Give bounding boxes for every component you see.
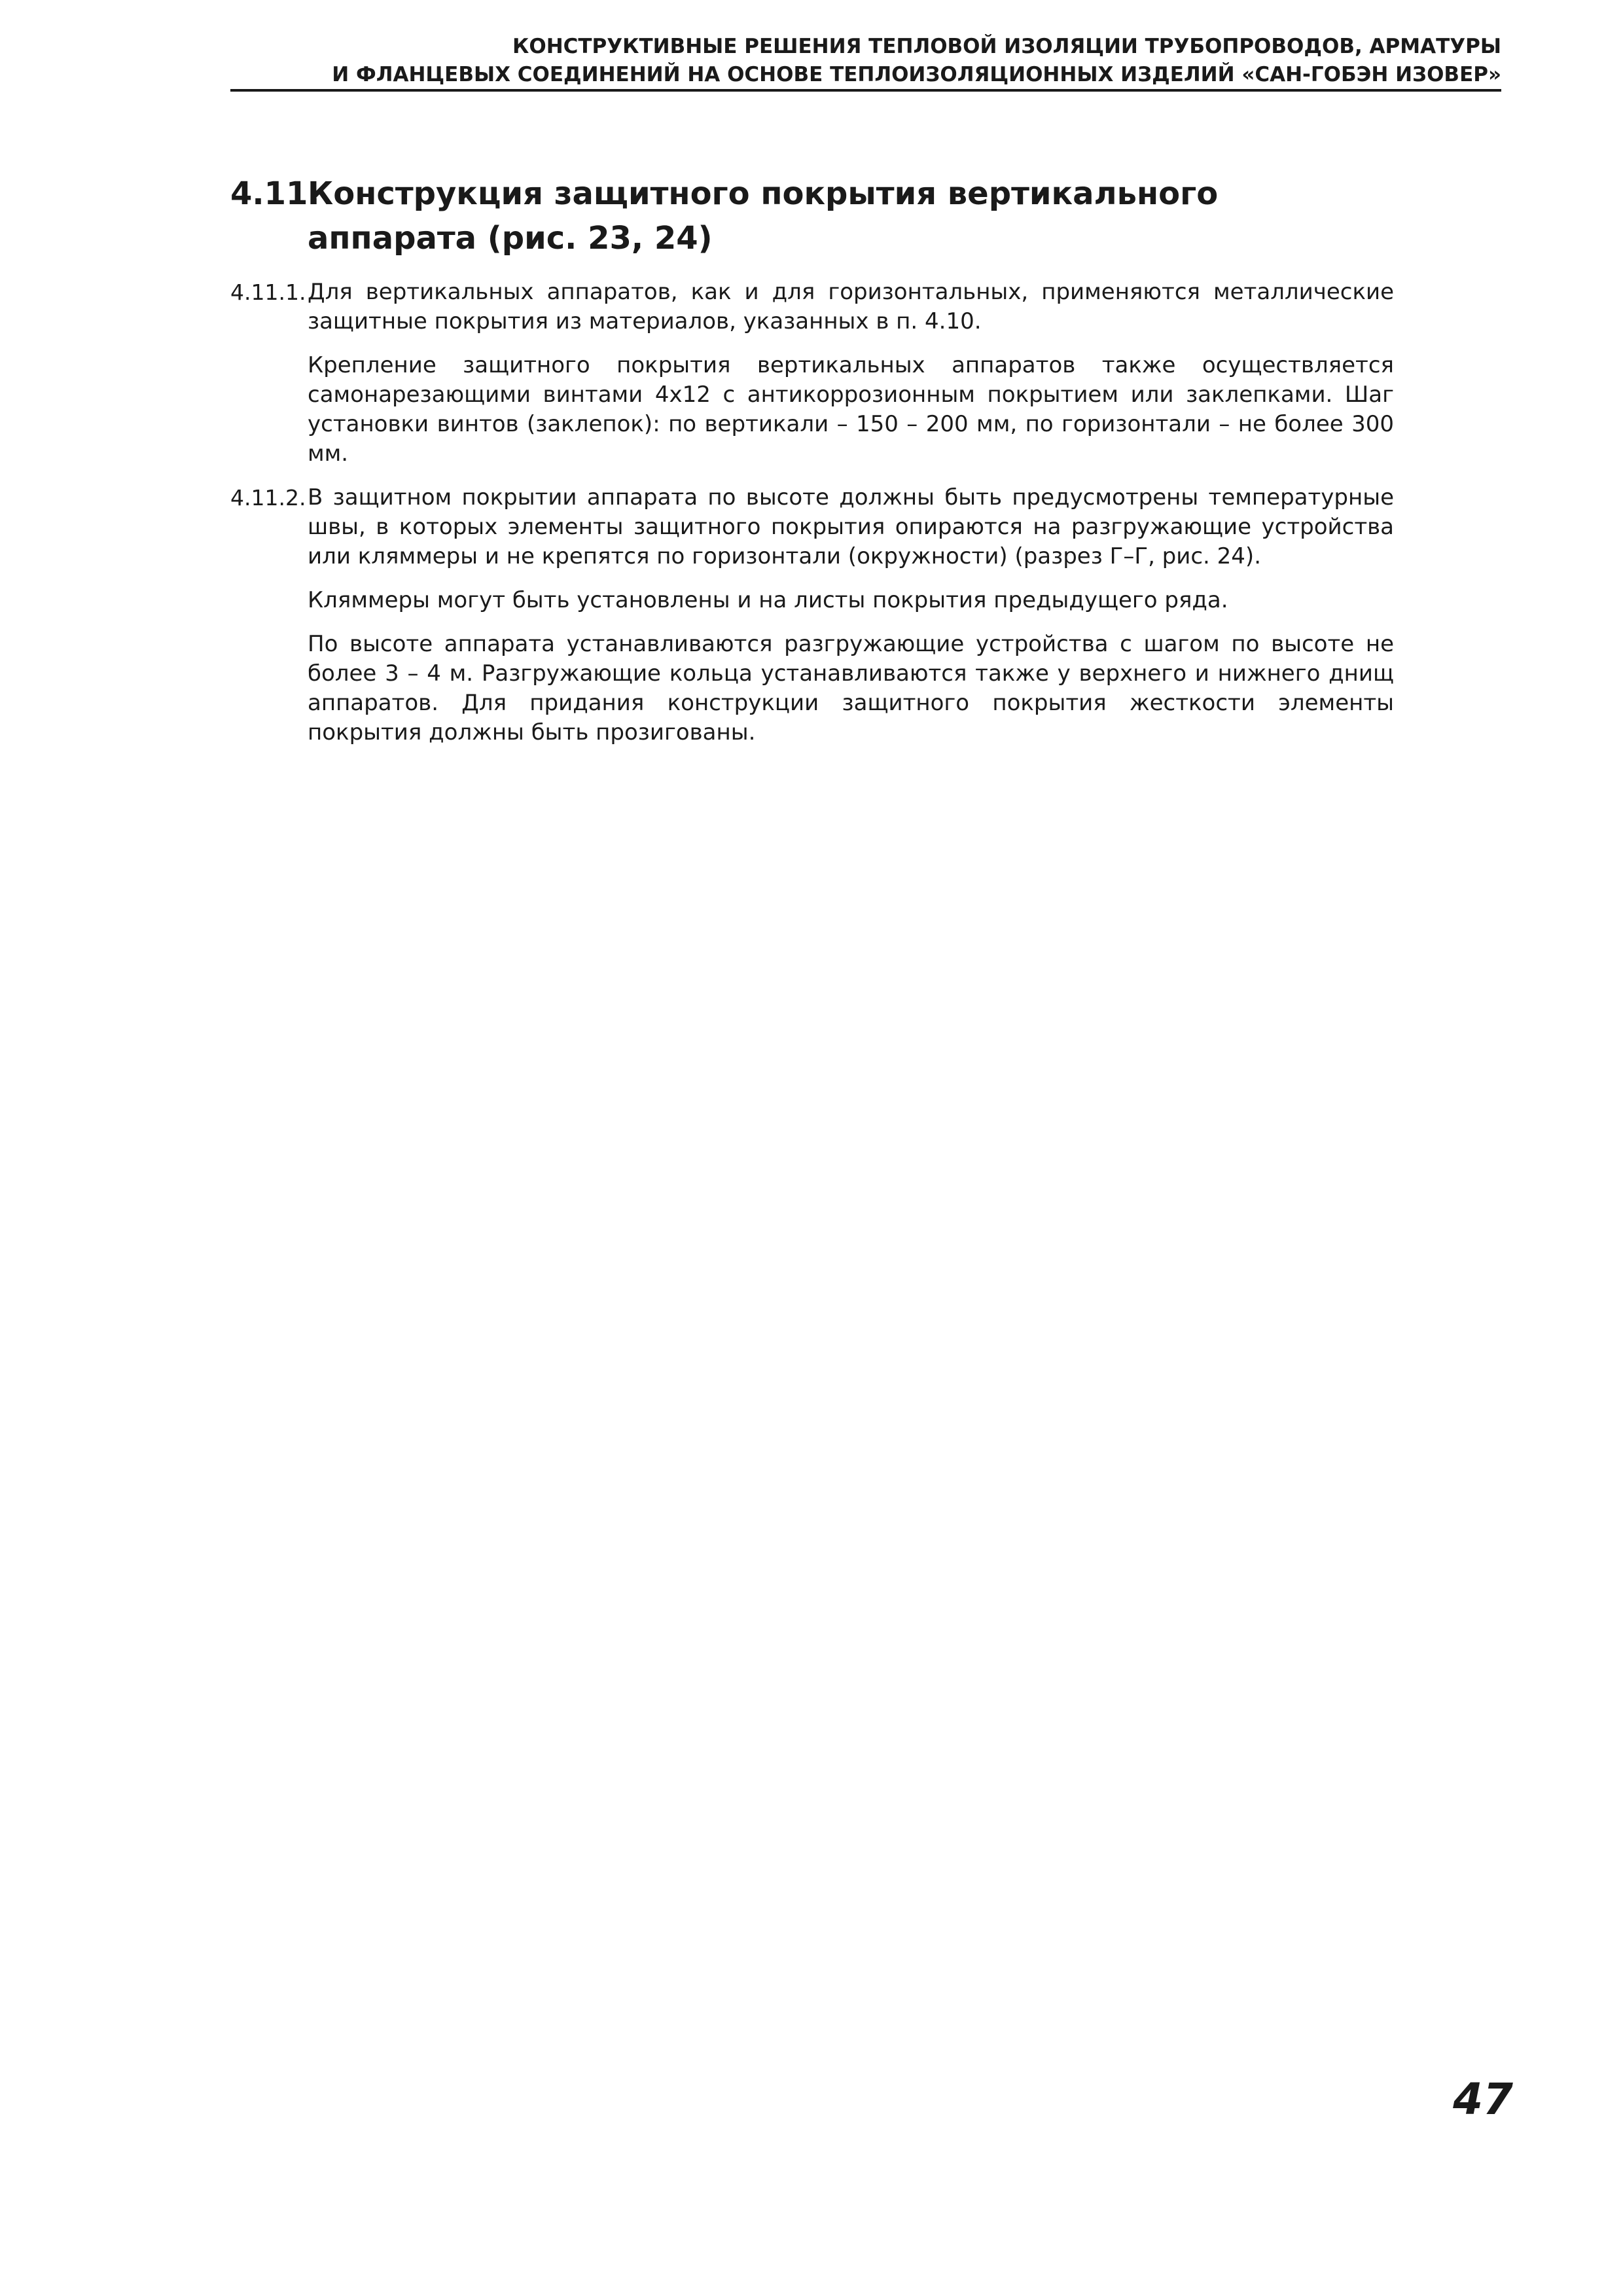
section-body (230, 278, 1394, 762)
clause-4-11-1 (230, 278, 1394, 469)
clause-number: 4.11.2. (230, 485, 306, 511)
header-divider (230, 89, 1501, 92)
running-header (230, 33, 1501, 89)
section-number: 4.11. (230, 175, 320, 212)
running-header-line-2: И ФЛАНЦЕВЫХ СОЕДИНЕНИЙ НА ОСНОВЕ ТЕПЛОИЗОЛЯЦИОННЫХ ИЗДЕЛИЙ «САН-ГОБЭН ИЗОВЕР» (332, 63, 1501, 86)
running-header-line-1: КОНСТРУКТИВНЫЕ РЕШЕНИЯ ТЕПЛОВОЙ ИЗОЛЯЦИИ ТРУБОПРОВОДОВ, АРМАТУРЫ (512, 35, 1501, 58)
paragraph: По высоте аппарата устанавливаются разгружающие устройства с шагом по высоте не более 3 – 4 м. Разгружающие кольца устанавливаются также у верхнего и нижнего днищ аппаратов. Для придания конструкции защитного покрытия жесткости элементы покрытия должны быть прозигованы. (308, 631, 1394, 745)
paragraph: Для вертикальных аппаратов, как и для горизонтальных, применяются металлические защитные покрытия из материалов, указанных в п. 4.10. (308, 279, 1394, 334)
paragraph: В защитном покрытии аппарата по высоте должны быть предусмотрены температурные швы, в которых элементы защитного покрытия опираются на разгружающие устройства или кляммеры и не крепятся по горизонтали (окружности) (разрез Г–Г, рис. 24). (308, 484, 1394, 569)
section-heading (230, 171, 1395, 260)
paragraph: Кляммеры могут быть установлены и на листы покрытия предыдущего ряда. (308, 587, 1228, 613)
paragraph: Крепление защитного покрытия вертикальных аппаратов также осуществляется самонарезающими винтами 4х12 с антикоррозионным покрытием или заклепками. Шаг установки винтов (заклепок): по вертикали – 150 – 200 мм, по горизонтали – не более 300 мм. (308, 352, 1394, 467)
page-number: 47 (1453, 2074, 1513, 2125)
clause-number: 4.11.1. (230, 279, 306, 305)
clause-4-11-2 (230, 483, 1394, 747)
section-title: Конструкция защитного покрытия вертикального аппарата (рис. 23, 24) (308, 175, 1219, 257)
